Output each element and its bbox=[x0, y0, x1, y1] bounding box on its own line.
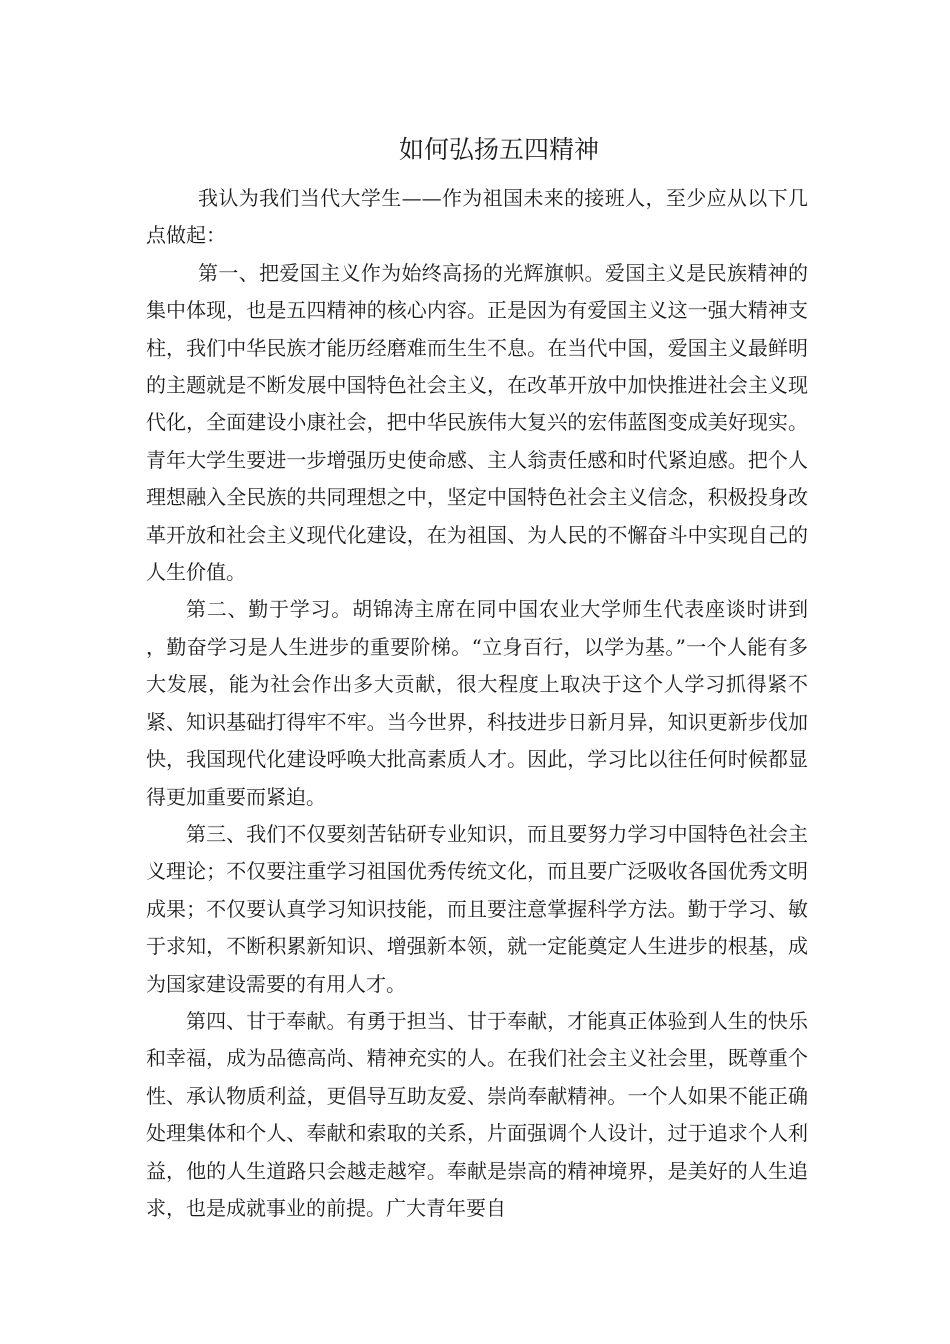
paragraph-patriotism: 第一、把爱国主义作为始终高扬的光辉旗帜。爱国主义是民族精神的集中体现，也是五四精神的核心内容。正是因为有爱国主义这一强大精神支柱，我们中华民族才能历经磨难而生生不息。在当代中国，爱国主义最鲜明的主题就是不断发展中国特色社会主义，在改革开放中加快推进社会主义现代化，全面建设小康社会，把中华民族伟大复兴的宏伟蓝图变成美好现实。青年大学生要进一步增强历史使命感、主人翁责任感和时代紧迫感。把个人理想融入全民族的共同理想之中，坚定中国特色社会主义信念，积极投身改革开放和社会主义现代化建设，在为祖国、为人民的不懈奋斗中实现自己的人生价值。 bbox=[146, 260, 808, 585]
paragraph-knowledge: 第三、我们不仅要刻苦钻研专业知识，而且要努力学习中国特色社会主义理论；不仅要注重学习祖国优秀传统文化，而且要广泛吸收各国优秀文明成果；不仅要认真学习知识技能，而且要注意掌握科学方法。勤于学习、敏于求知，不断积累新知识、增强新本领，就一定能奠定人生进步的根基，成为国家建设需要的有用人才。 bbox=[146, 821, 808, 996]
document-title: 如何弘扬五四精神 bbox=[398, 135, 599, 164]
paragraph-diligent-study: 第二、勤于学习。胡锦涛主席在同中国农业大学师生代表座谈时讲到 ，勤奋学习是人生进步的重要阶梯。“立身百行，以学为基。”一个人能有多大发展，能为社会作出多大贡献，很大程度上取决于这个人学习抓得紧不紧、知识基础打得牢不牢。当今世界，科技进步日新月异，知识更新步伐加快，我国现代化建设呼唤大批高素质人才。因此，学习比以往任何时候都显得更加重要而紧迫。 bbox=[146, 597, 808, 809]
document-body bbox=[146, 180, 808, 1227]
paragraph-dedication: 第四、甘于奉献。有勇于担当、甘于奉献，才能真正体验到人生的快乐和幸福，成为品德高尚、精神充实的人。在我们社会主义社会里，既尊重个性、承认物质利益，更倡导互助友爱、崇尚奉献精神。一个人如果不能正确处理集体和个人、奉献和索取的关系，片面强调个人设计，过于追求个人利益，他的人生道路只会越走越窄。奉献是崇高的精神境界，是美好的人生追求，也是成就事业的前提。广大青年要自 bbox=[146, 1008, 808, 1220]
paragraph-intro: 我认为我们当代大学生——作为祖国未来的接班人，至少应从以下几点做起： bbox=[146, 186, 808, 248]
